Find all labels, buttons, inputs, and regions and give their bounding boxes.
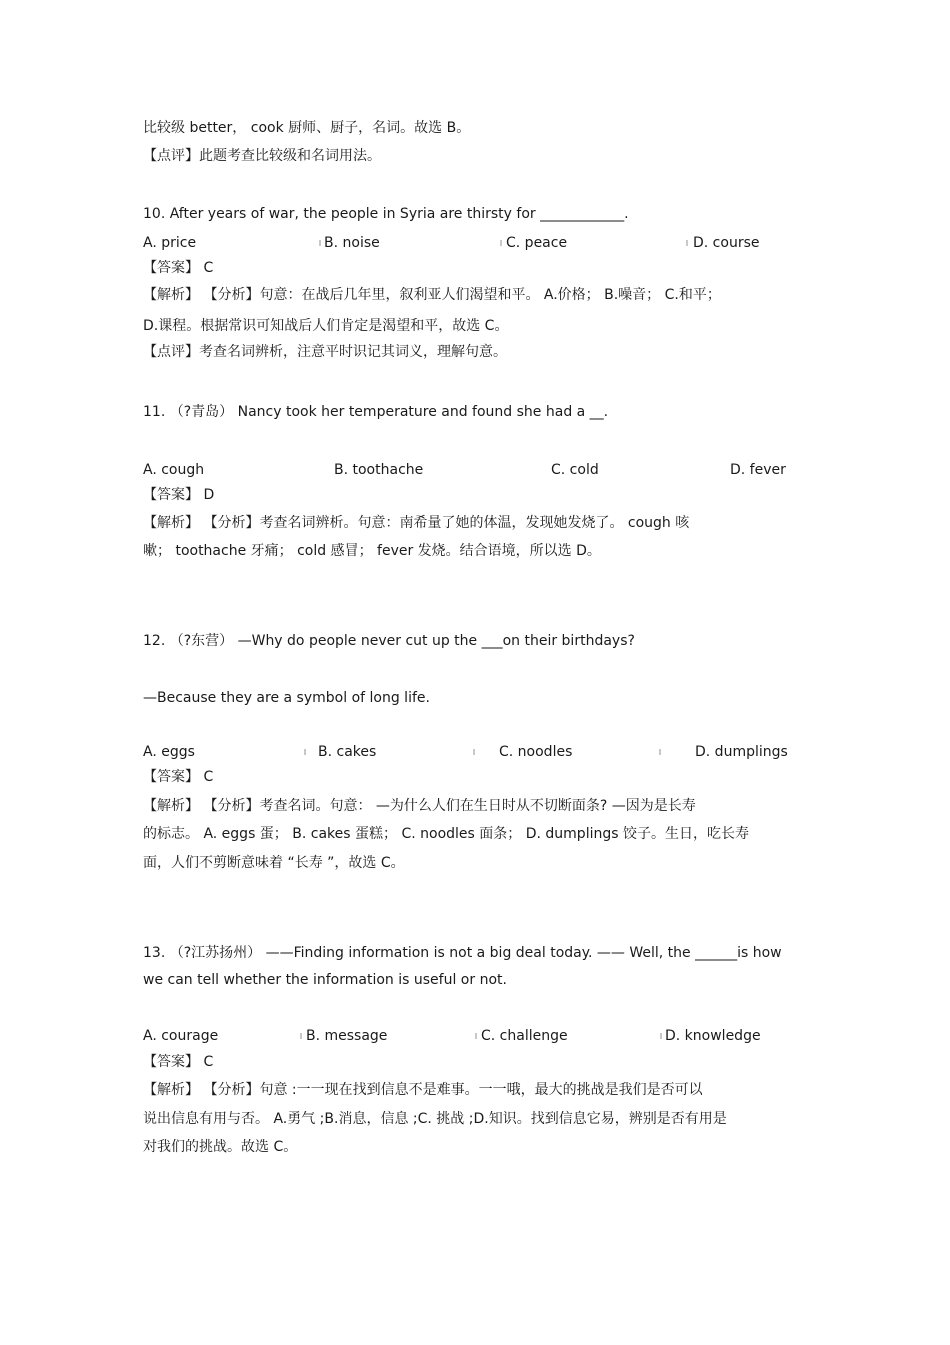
q13-analysis-end: 对我们的挑战。故选 C。	[143, 1139, 298, 1155]
q12-answer: 【答案】 C	[143, 769, 214, 785]
q13-separator	[660, 1033, 662, 1039]
q12-option-a: A. eggs	[143, 744, 195, 760]
q13-answer: 【答案】 C	[143, 1054, 214, 1070]
q12-stem: 12. （?东营） —Why do people never cut up the ___on their birthdays?	[143, 633, 635, 649]
q11-stem: 11. （?青岛） Nancy took her temperature and found she had a __.	[143, 404, 609, 420]
q12-separator	[659, 749, 661, 755]
q12-option-b: B. cakes	[318, 744, 377, 760]
q12-analysis: 【解析】 【分析】考查名词。句意： —为什么人们在生日时从不切断面条? —因为是长寿	[143, 798, 696, 814]
q13-separator	[300, 1033, 302, 1039]
q13-option-c: C. challenge	[481, 1028, 568, 1044]
q12-option-c: C. noodles	[499, 744, 573, 760]
intro-text: 比较级 better， cook 厨师、厨子，名词。故选 B。	[143, 120, 471, 136]
q12-separator	[473, 749, 475, 755]
q10-option-c: C. peace	[506, 235, 568, 251]
q12-analysis-end: 面，人们不剪断意味着 “长寿 ”，故选 C。	[143, 855, 405, 871]
q10-option-a: A. price	[143, 235, 197, 251]
q10-answer: 【答案】 C	[143, 260, 214, 276]
q11-option-c: C. cold	[551, 462, 599, 478]
q10-option-b: B. noise	[324, 235, 380, 251]
q13-option-a: A. courage	[143, 1028, 219, 1044]
q10-comment: 【点评】考查名词辨析，注意平时识记其词义，理解句意。	[143, 344, 507, 360]
q10-analysis-cont: D.课程。根据常识可知战后人们肯定是渴望和平，故选 C。	[143, 318, 509, 334]
q10-separator	[500, 240, 502, 246]
q10-option-d: D. course	[693, 235, 760, 251]
q12-separator	[304, 749, 306, 755]
q13-option-b: B. message	[306, 1028, 388, 1044]
q13-separator	[475, 1033, 477, 1039]
q11-option-d: D. fever	[730, 462, 786, 478]
q13-analysis-cont: 说出信息有用与否。 A.勇气 ;B.消息，信息 ;C. 挑战 ;D.知识。找到信息它易，辨别是否有用是	[143, 1111, 727, 1127]
q13-option-d: D. knowledge	[665, 1028, 761, 1044]
intro-comment: 【点评】此题考查比较级和名词用法。	[143, 148, 381, 164]
q11-analysis: 【解析】 【分析】考查名词辨析。句意：南希量了她的体温，发现她发烧了。 cough 咳	[143, 515, 690, 531]
q13-stem-cont: we can tell whether the information is useful or not.	[143, 972, 507, 988]
q11-analysis-cont: 嗽； toothache 牙痛； cold 感冒； fever 发烧。结合语境，所以选 D。	[143, 543, 601, 559]
q13-stem: 13. （?江苏扬州） ——Finding information is not a big deal today. —— Well, the ______is how	[143, 945, 782, 961]
q13-analysis: 【解析】 【分析】句意 :一一现在找到信息不是难事。一一哦，最大的挑战是我们是否可以	[143, 1082, 703, 1098]
q11-option-b: B. toothache	[334, 462, 424, 478]
q12-option-d: D. dumplings	[695, 744, 788, 760]
q12-analysis-cont: 的标志。 A. eggs 蛋； B. cakes 蛋糕； C. noodles 面条； D. dumplings 饺子。生日，吃长寿	[143, 826, 749, 842]
q10-separator	[319, 240, 321, 246]
q11-answer: 【答案】 D	[143, 487, 215, 503]
q12-reply: —Because they are a symbol of long life.	[143, 690, 430, 706]
q10-analysis: 【解析】 【分析】句意：在战后几年里，叙利亚人们渴望和平。 A.价格； B.噪音； C.和平；	[143, 287, 721, 303]
q11-option-a: A. cough	[143, 462, 205, 478]
q10-separator	[686, 240, 688, 246]
q10-stem: 10. After years of war, the people in Syria are thirsty for ____________.	[143, 206, 629, 222]
